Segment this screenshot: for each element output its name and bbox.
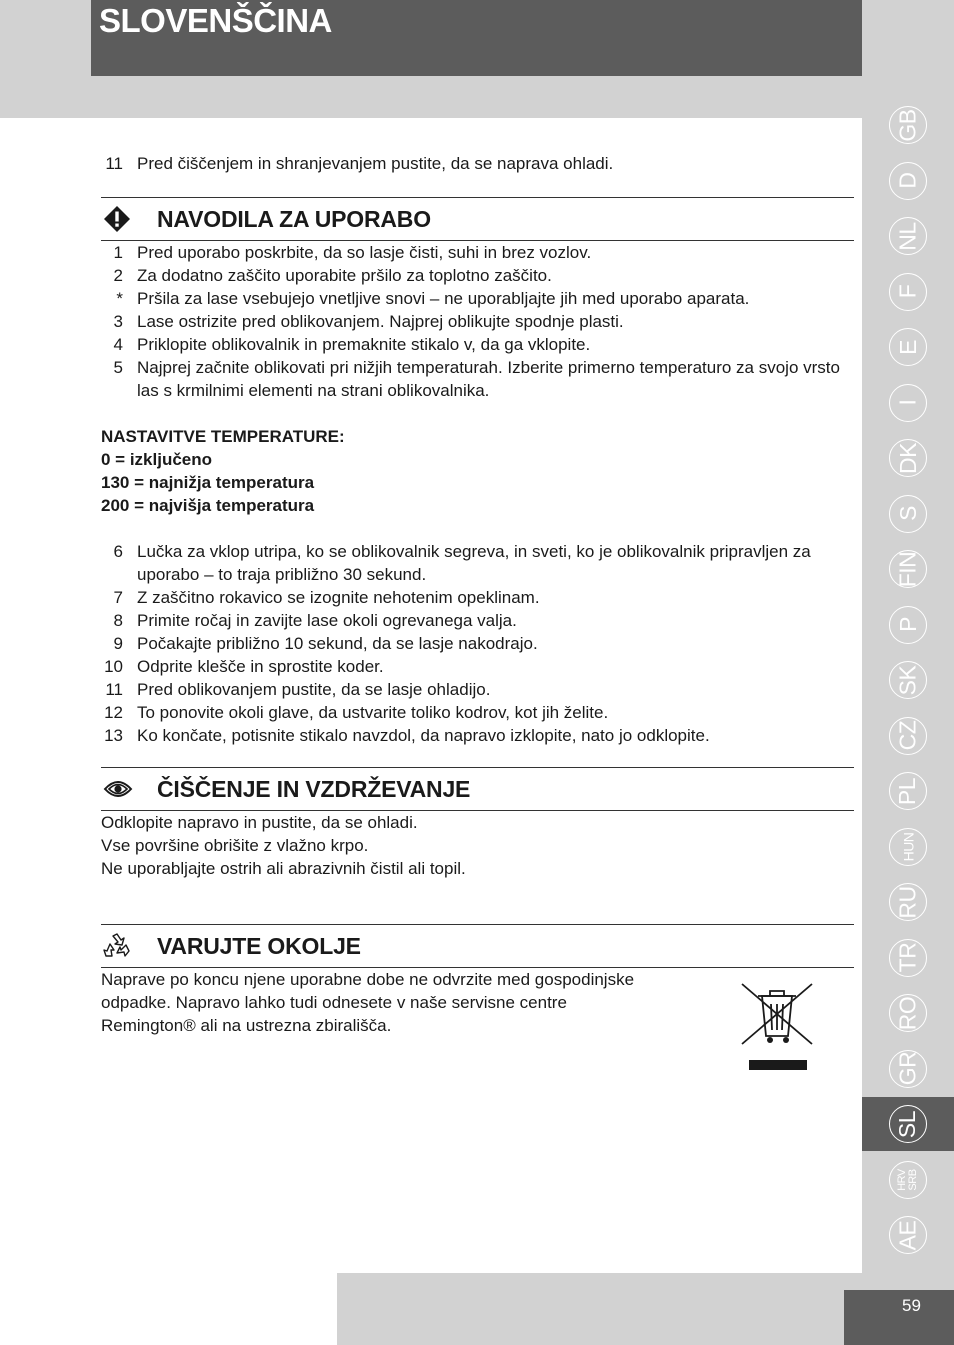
list-item (101, 724, 854, 747)
header-bar (91, 0, 862, 76)
language-tab-s[interactable] (862, 487, 954, 541)
text-line: 0 = izključeno (101, 450, 213, 469)
language-tab-ru[interactable] (862, 875, 954, 929)
language-label: S (894, 506, 921, 521)
language-label: SL (894, 1110, 921, 1138)
list-item-number: 2 (113, 266, 123, 285)
section-environment-header (101, 924, 854, 968)
list-item-text: Z zaščitno rokavico se izognite nehotenim opeklinam. (137, 588, 540, 607)
text-line: Ne uporabljajte ostrih ali abrazivnih čistil ali topil. (101, 859, 466, 878)
list-item (101, 701, 854, 724)
crossed-out-bin-icon (740, 982, 814, 1072)
language-tab-pl[interactable] (862, 764, 954, 818)
list-item (101, 333, 854, 356)
main-content (101, 118, 854, 1037)
language-label: FIN (894, 551, 921, 587)
language-circle (889, 994, 927, 1032)
language-circle (889, 550, 927, 588)
language-tab-nl[interactable] (862, 209, 954, 263)
language-label: F (894, 284, 921, 299)
cleaning-text (101, 811, 854, 880)
language-tab-hun[interactable] (862, 820, 954, 874)
language-label: RU (894, 885, 921, 919)
language-tab-hrv-srb[interactable] (862, 1153, 954, 1207)
text-line: 130 = najnižja temperatura (101, 473, 315, 492)
list-item-number: 12 (104, 703, 123, 722)
list-item-text: Pred uporabo poskrbite, da so lasje čisti, suhi in brez vozlov. (137, 243, 592, 262)
language-circle (889, 106, 927, 144)
language-label: GR (894, 1051, 921, 1086)
language-label: GB (894, 108, 921, 142)
list-item-text: Lase ostrizite pred oblikovanjem. Najprej oblikujte spodnje plasti. (137, 312, 624, 331)
usage-list-continued (101, 540, 854, 747)
list-item (101, 241, 854, 264)
language-tab-ro[interactable] (862, 986, 954, 1040)
list-item-text: To ponovite okoli glave, da ustvarite toliko kodrov, kot jih želite. (137, 703, 609, 722)
usage-list (101, 241, 854, 402)
language-circle (889, 273, 927, 311)
list-item (101, 356, 854, 402)
language-tab-p[interactable] (862, 598, 954, 652)
list-item-text: Ko končate, potisnite stikalo navzdol, da napravo izklopite, nato jo odklopite. (137, 726, 710, 745)
list-item-number: 8 (113, 611, 123, 630)
language-label: NL (894, 221, 921, 251)
language-label: HUN (900, 832, 916, 861)
list-item-text: Najprej začnite oblikovati pri nižjih temperaturah. Izberite primerno temperaturo za svojo vrsto las s krmilnimi elementi na strani oblikovalnika. (137, 358, 840, 400)
language-tab-i[interactable] (862, 376, 954, 430)
language-label: TR (894, 942, 921, 973)
language-tab-cz[interactable] (862, 709, 954, 763)
text-line: Odklopite napravo in pustite, da se ohladi. (101, 813, 418, 832)
list-item-text: Lučka za vklop utripa, ko se oblikovalnik segreva, in sveti, ko je oblikovalnik pripravljen za uporabo – to traja približno 30 sekund. (137, 542, 811, 584)
language-circle (889, 828, 927, 866)
page-number-box (844, 1290, 954, 1345)
language-circle (889, 606, 927, 644)
language-circle (889, 1161, 927, 1199)
list-item-text: Pršila za lase vsebujejo vnetljive snovi – ne uporabljajte jih med uporabo aparata. (137, 289, 750, 308)
language-label: HRV SRB (896, 1168, 919, 1191)
list-item (101, 678, 854, 701)
language-circle (889, 384, 927, 422)
list-item-number: 9 (113, 634, 123, 653)
language-label: DK (894, 442, 921, 474)
list-item (101, 655, 854, 678)
language-label: CZ (894, 720, 921, 751)
language-tab-d[interactable] (862, 154, 954, 208)
bottom-margin (0, 1273, 337, 1345)
language-circle (889, 495, 927, 533)
language-tab-e[interactable] (862, 320, 954, 374)
language-tab-f[interactable] (862, 265, 954, 319)
list-item-text: Pred oblikovanjem pustite, da se lasje ohladijo. (137, 680, 491, 699)
language-circle (889, 1105, 927, 1143)
list-item-text: Odprite klešče in sprostite koder. (137, 657, 384, 676)
language-label: E (894, 339, 921, 355)
language-circle (889, 439, 927, 477)
list-item-number: 13 (104, 726, 123, 745)
language-label: AE (894, 1220, 921, 1250)
text-line: Remington® ali na ustrezna zbirališča. (101, 1016, 392, 1035)
list-item-number: 5 (113, 358, 123, 377)
list-item (101, 264, 854, 287)
eye-icon (103, 774, 133, 804)
language-circle (889, 1050, 927, 1088)
language-tab-gr[interactable] (862, 1042, 954, 1096)
text-line: Vse površine obrišite z vlažno krpo. (101, 836, 369, 855)
temperature-settings (101, 425, 854, 517)
list-item (101, 609, 854, 632)
text-line: Naprave po koncu njene uporabne dobe ne odvrzite med gospodinjske (101, 970, 635, 989)
section-title: VARUJTE OKOLJE (157, 932, 361, 959)
list-item-text: Počakajte približno 10 sekund, da se lasje nakodrajo. (137, 634, 538, 653)
list-item-number: 1 (113, 243, 123, 262)
language-tab-sl[interactable] (862, 1097, 954, 1151)
section-title: NAVODILA ZA UPORABO (157, 205, 431, 232)
list-item-text: Primite ročaj in zavijte lase okoli ogrevanega valja. (137, 611, 517, 630)
list-item-text: Priklopite oblikovalnik in premaknite stikalo v, da ga vklopite. (137, 335, 591, 354)
text-line: NASTAVITVE TEMPERATURE: (101, 427, 345, 446)
language-label: RO (894, 996, 921, 1030)
recycle-icon (103, 931, 133, 961)
language-circle (889, 883, 927, 921)
language-tab-ae[interactable] (862, 1208, 954, 1262)
section-cleaning-header (101, 767, 854, 811)
language-tab-fin[interactable] (862, 542, 954, 596)
text-line: 200 = najvišja temperatura (101, 496, 315, 515)
list-item-number: 3 (113, 312, 123, 331)
list-item (101, 287, 854, 310)
language-tab-tr[interactable] (862, 931, 954, 985)
language-tab-gb[interactable] (862, 98, 954, 152)
language-label: SK (894, 665, 921, 695)
language-circle (889, 939, 927, 977)
list-item-number: 4 (113, 335, 123, 354)
list-item-text: Za dodatno zaščito uporabite pršilo za toplotno zaščito. (137, 266, 552, 285)
language-circle (889, 717, 927, 755)
language-circle (889, 328, 927, 366)
list-item (101, 540, 854, 586)
list-item-number: 10 (104, 657, 123, 676)
language-label: PL (894, 777, 921, 805)
language-circle (889, 217, 927, 255)
list-item (101, 632, 854, 655)
language-tab-sk[interactable] (862, 653, 954, 707)
list-item-number: 6 (113, 542, 123, 561)
language-label: D (894, 172, 921, 189)
list-item (101, 310, 854, 333)
language-circle (889, 162, 927, 200)
language-label: P (894, 617, 921, 632)
section-title: ČIŠČENJE IN VZDRŽEVANJE (157, 775, 471, 802)
list-item-number: 7 (113, 588, 123, 607)
text-line: odpadke. Napravo lahko tudi odnesete v naše servisne centre (101, 993, 567, 1012)
warning-icon (103, 204, 133, 234)
list-item (101, 586, 854, 609)
language-circle (889, 1216, 927, 1254)
list-item-number: 11 (105, 680, 123, 699)
section-usage-header (101, 197, 854, 241)
page-number: 59 (902, 1296, 921, 1315)
language-label: I (894, 399, 921, 406)
page-title: SLOVENŠČINA (99, 2, 332, 39)
language-circle (889, 772, 927, 810)
list-item-number: * (116, 289, 123, 308)
list-item: 11 Pred čiščenjem in shranjevanjem pustite, da se naprava ohladi. (105, 154, 614, 173)
language-circle (889, 661, 927, 699)
language-tab-dk[interactable] (862, 431, 954, 485)
